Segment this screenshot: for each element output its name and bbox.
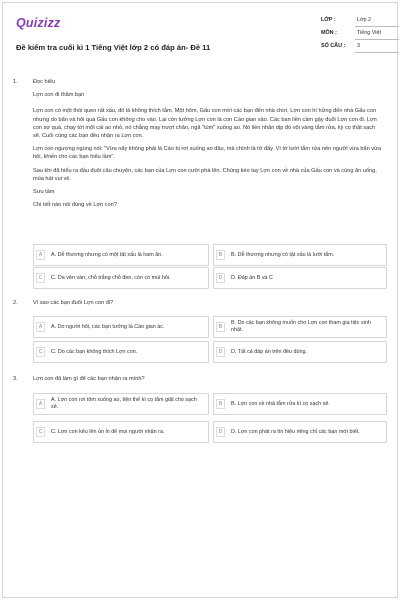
- answer-option-c[interactable]: [33, 267, 209, 289]
- option-letter: A: [36, 322, 45, 332]
- answer-option-b[interactable]: [213, 244, 387, 266]
- option-text: B. Dễ thương nhưng có tật xấu là lười tắm.: [231, 251, 335, 258]
- option-letter: D: [216, 273, 225, 283]
- answer-option-c[interactable]: [33, 421, 209, 443]
- story-paragraph: Lợn con có một thói quen rất xấu, đó là không thích tắm. Một hôm, Gấu con mời các bạn đến nhà chơi, Lợn con hí hửng đến nhà Gấu con nhưng do bẩn và hôi quá Gấu con không cho vào. Lại còn tưởng Lợn con là con Cáo gian xảo. Các bạn liền cầm gậy đuổi Lợn con đi. Lợn con sợ quá, chạy tới một cái ao nhỏ, nó chẳng may trượt chân, ngã "tùm" xuống ao. Nó liền nhân dịp đó vội vàng tắm rửa, kỳ cọ thật sạch sẽ. Cuối cùng các bạn đều nhận ra Lợn con.: [33, 108, 377, 140]
- meta-grade: [321, 16, 399, 29]
- option-text: D. Lợn con phát ra tín hiệu riêng chỉ các bạn mới biết.: [231, 428, 360, 435]
- option-text: C. Da vên vàn, chỗ trắng chỗ đen, còn có mùi hôi.: [51, 274, 171, 281]
- question-prompt: Vì sao các bạn đuổi Lợn con đi?: [33, 300, 114, 306]
- meta-count: [321, 42, 399, 55]
- option-letter: B: [216, 399, 225, 409]
- worksheet-header: [10, 10, 390, 68]
- quizizz-logo: Quizizz: [16, 16, 61, 30]
- story-title: Lợn con đi thăm bạn: [33, 92, 85, 99]
- question-body: [33, 78, 383, 214]
- option-letter: D: [216, 347, 225, 357]
- worksheet-title: Đề kiểm tra cuối kì 1 Tiếng Việt lớp 2 có đáp án- Đề 11: [16, 43, 211, 52]
- option-letter: C: [36, 347, 45, 357]
- answer-option-a[interactable]: [33, 316, 209, 338]
- meta-count-label: SỐ CÂU :: [321, 43, 346, 49]
- answer-option-b[interactable]: [213, 393, 387, 415]
- option-text: A. Dễ thương nhưng có một tật xấu là ham ăn.: [51, 251, 163, 258]
- option-letter: A: [36, 250, 45, 260]
- question-number: 2.: [13, 300, 18, 306]
- option-text: A. Do người hôi, các bạn tưởng là Cáo gian ác.: [51, 323, 165, 330]
- story-paragraph: Lợn con ngượng ngùng nói: "Vừa nãy không phải là Cáo bị rơi xuống ao đâu, mà chính là tớ đấy. Vì tớ lười tắm rửa nên người vừa bẩn vừa hôi, khiến cho các bạn hiểu lầm".: [33, 146, 381, 161]
- answer-option-a[interactable]: [33, 244, 209, 266]
- answer-option-d[interactable]: [213, 421, 387, 443]
- option-letter: C: [36, 273, 45, 283]
- option-text: D. Tất cả đáp án trên đều đúng.: [231, 348, 308, 355]
- option-letter: C: [36, 427, 45, 437]
- question-number: 1.: [13, 79, 18, 85]
- meta-grade-label: LỚP :: [321, 17, 336, 23]
- meta-subject-value: Tiếng Việt: [357, 30, 381, 36]
- option-letter: D: [216, 427, 225, 437]
- question-prompt: Chi tiết nào nói đúng về Lợn con?: [33, 202, 117, 209]
- option-letter: A: [36, 399, 45, 409]
- meta-count-value: 3: [357, 43, 360, 49]
- answer-option-a[interactable]: [33, 393, 209, 415]
- option-text: D. Đáp án B và C: [231, 274, 273, 281]
- worksheet-meta: [321, 16, 399, 55]
- story-paragraph: Sau khi đã hiểu ra đầu đuôi câu chuyện, các bạn của Lợn con cười phá lên. Chúng kéo tay Lợn con về nhà của Gấu con và cùng ăn uống, múa hát vui vẻ.: [33, 167, 377, 182]
- section-label: Đọc hiểu: [33, 79, 56, 85]
- meta-subject-label: MÔN :: [321, 30, 337, 36]
- story-source: Sưu tầm: [33, 189, 55, 196]
- answer-option-c[interactable]: [33, 341, 209, 363]
- option-letter: B: [216, 250, 225, 260]
- option-text: B. Lợn con về nhà tắm rửa kì cọ sạch sẽ.: [231, 400, 330, 407]
- meta-divider: [355, 26, 399, 27]
- option-letter: B: [216, 322, 225, 332]
- option-text: C. Do các bạn không thích Lợn con.: [51, 348, 138, 355]
- answer-option-d[interactable]: [213, 341, 387, 363]
- answer-option-b[interactable]: [213, 316, 387, 338]
- answer-option-d[interactable]: [213, 267, 387, 289]
- meta-divider: [355, 39, 399, 40]
- question-body: [33, 299, 383, 312]
- option-text: B. Do các bạn không muốn cho Lợn con tham gia tiệc sinh nhật.: [231, 320, 371, 333]
- question-number: 3.: [13, 376, 18, 382]
- option-text: C. Lợn con kêu lên ủn ỉn để mọi người nhận ra.: [51, 428, 165, 435]
- question-body: [33, 375, 383, 388]
- meta-grade-value: Lớp 2: [357, 17, 372, 23]
- meta-subject: [321, 29, 399, 42]
- option-text: A. Lợn con rơi tõm xuống ao, tiện thể kì cọ tắm giặt cho sạch sẽ.: [51, 397, 197, 410]
- question-prompt: Lợn con đã làm gì để các bạn nhận ra mình?: [33, 376, 145, 382]
- meta-divider: [355, 52, 399, 53]
